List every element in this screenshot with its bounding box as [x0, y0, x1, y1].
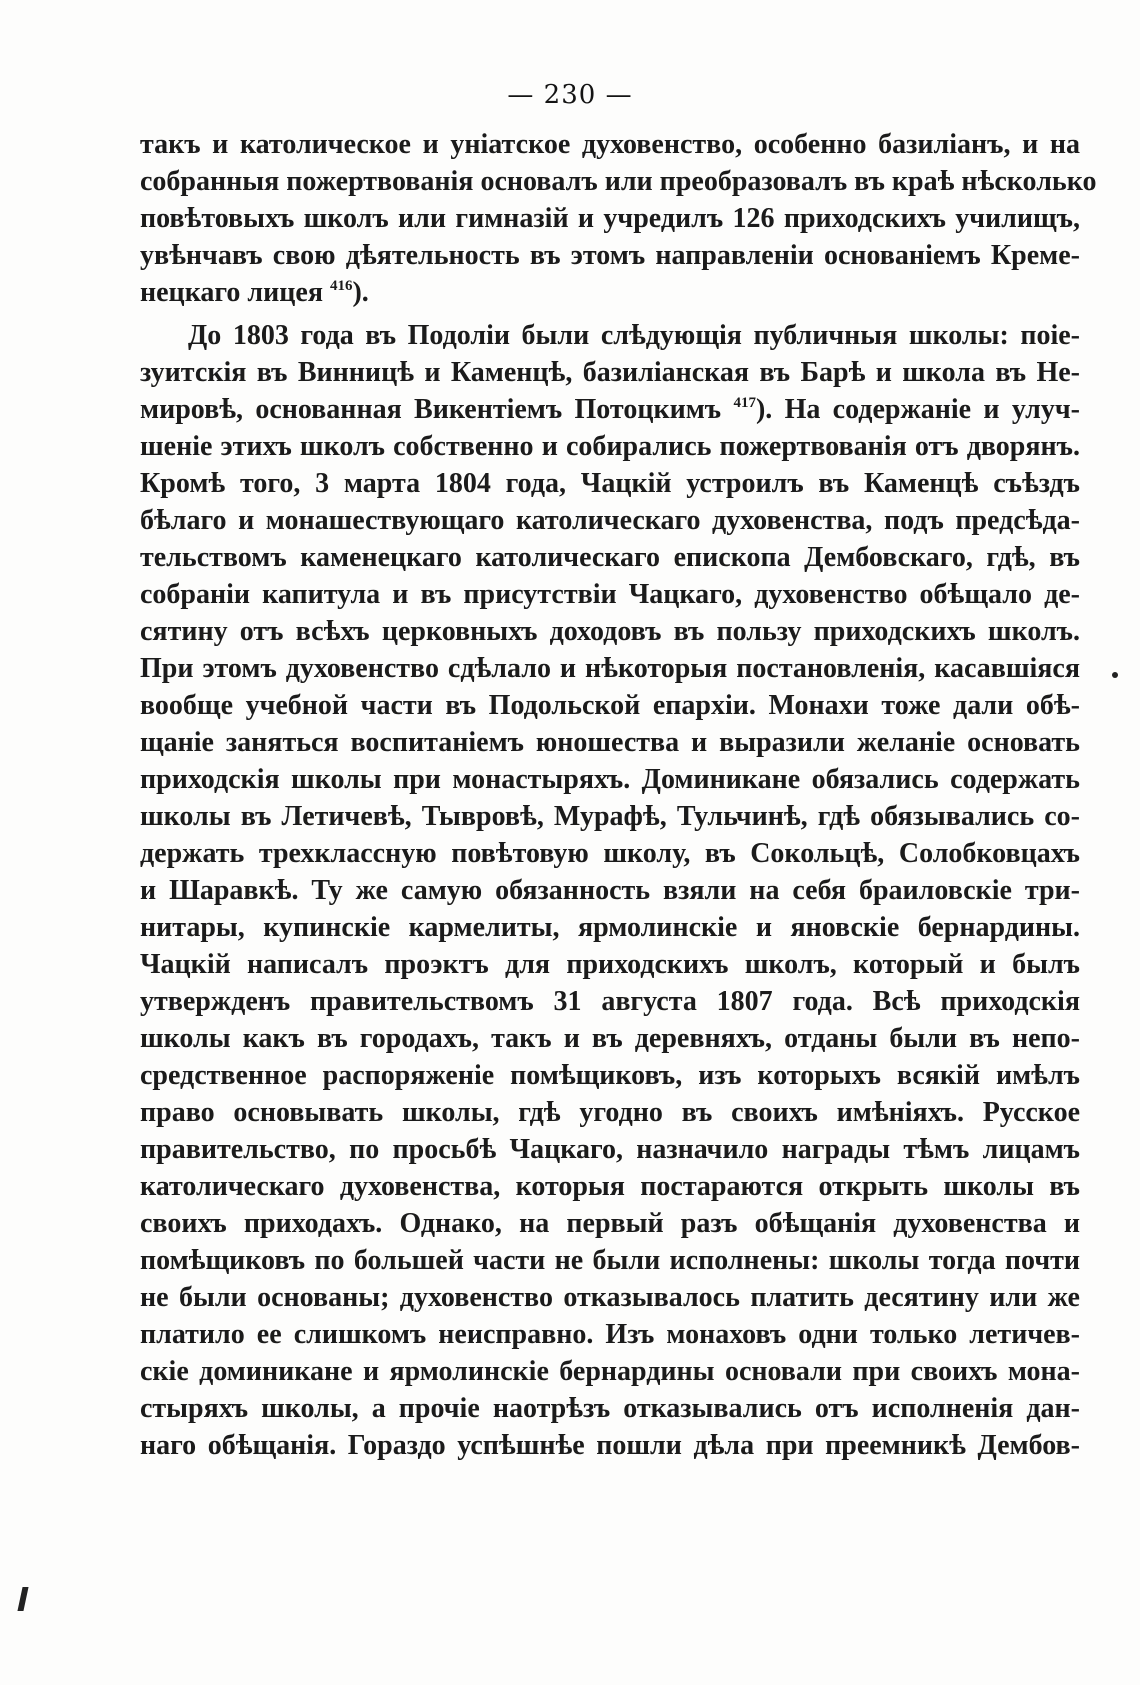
text-line: своихъ приходахъ. Однако, на первый разъ обѣщанія духовенства и	[140, 1208, 1080, 1239]
text-line: школы въ Летичевѣ, Тывровѣ, Мурафѣ, Тульчинѣ, гдѣ обязывались со-	[140, 801, 1080, 832]
scan-mark	[17, 1587, 28, 1611]
text-line: собранныя пожертвованія основалъ или преобразовалъ въ краѣ нѣсколько	[140, 166, 1097, 197]
text-line: платило ее слишкомъ неисправно. Изъ монаховъ одни только летичев-	[140, 1319, 1080, 1350]
text-line: щаніе заняться воспитаніемъ юношества и выразили желаніе основать	[140, 727, 1080, 758]
line-text: ).	[352, 277, 369, 308]
text-line: и Шаравкѣ. Ту же самую обязанность взяли на себя браиловскіе три-	[140, 875, 1080, 906]
footnote-ref-416: 416	[329, 278, 353, 294]
text-line: бѣлаго и монашествующаго католическаго духовенства, подъ предсѣда-	[140, 505, 1080, 536]
text-line: утвержденъ правительствомъ 31 августа 1807 года. Всѣ приходскія	[140, 986, 1080, 1017]
body-text	[140, 126, 1097, 1464]
text-line: вообще учебной части въ Подольской епархіи. Монахи тоже дали обѣ-	[140, 690, 1080, 721]
text-line: школы какъ въ городахъ, такъ и въ деревняхъ, отданы были въ непо-	[140, 1023, 1080, 1054]
text-line: Чацкій написалъ проэктъ для приходскихъ школъ, который и былъ	[140, 949, 1080, 980]
text-line: повѣтовыхъ школъ или гимназій и учредилъ 126 приходскихъ училищъ,	[140, 203, 1080, 234]
text-line	[140, 391, 1080, 428]
text-line: Кромѣ того, 3 марта 1804 года, Чацкій устроилъ въ Каменцѣ съѣздъ	[140, 468, 1080, 499]
text-line: помѣщиковъ по большей части не были исполнены: школы тогда почти	[140, 1245, 1080, 1276]
text-line: право основывать школы, гдѣ угодно въ своихъ имѣніяхъ. Русское	[140, 1097, 1080, 1128]
text-line: сятину отъ всѣхъ церковныхъ доходовъ въ пользу приходскихъ школъ.	[140, 616, 1080, 647]
text-line: не были основаны; духовенство отказывалось платить десятину или же	[140, 1282, 1080, 1313]
text-line: католическаго духовенства, которыя постараются открыть школы въ	[140, 1171, 1080, 1202]
text-line: зуитскія въ Винницѣ и Каменцѣ, базиліанская въ Барѣ и школа въ Не-	[140, 357, 1080, 388]
line-text: ). На содержаніе и улуч-	[755, 394, 1081, 425]
text-line: До 1803 года въ Подоліи были слѣдующія публичныя школы: поіе-	[188, 320, 1080, 351]
page-number: — 230 —	[507, 80, 633, 110]
text-line: шеніе этихъ школъ собственно и собирались пожертвованія отъ дворянъ.	[140, 431, 1080, 462]
line-text: нецкаго лицея	[140, 277, 323, 308]
text-line: стыряхъ школы, а прочіе наотрѣзъ отказывались отъ исполненія дан-	[140, 1393, 1080, 1424]
text-line: собраніи капитула и въ присутствіи Чацкаго, духовенство обѣщало де-	[140, 579, 1080, 610]
text-line: правительство, по просьбѣ Чацкаго, назначило награды тѣмъ лицамъ	[140, 1134, 1080, 1165]
line-text: мировѣ, основанная Викентіемъ Потоцкимъ	[140, 394, 722, 425]
text-line: приходскія школы при монастыряхъ. Доминикане обязались содержать	[140, 764, 1080, 795]
text-line: держать трехклассную повѣтовую школу, въ Сокольцѣ, Солобковцахъ	[140, 838, 1080, 869]
text-line: наго обѣщанія. Гораздо успѣшнѣе пошли дѣла при преемникѣ Дембов-	[140, 1430, 1080, 1461]
text-line: средственное распоряженіе помѣщиковъ, изъ которыхъ всякій имѣлъ	[140, 1060, 1080, 1091]
text-line: увѣнчавъ свою дѣятельность въ этомъ направленіи основаніемъ Креме-	[140, 240, 1080, 271]
text-line	[140, 274, 1080, 311]
text-line: нитары, купинскіе кармелиты, ярмолинскіе и яновскіе бернардины.	[140, 912, 1080, 943]
text-line: скіе доминикане и ярмолинскіе бернардины основали при своихъ мона-	[140, 1356, 1080, 1387]
footnote-ref-417: 417	[733, 395, 756, 411]
text-line: При этомъ духовенство сдѣлало и нѣкоторыя постановленія, касавшіяся	[140, 653, 1080, 684]
text-line: такъ и католическое и уніатское духовенство, особенно базиліанъ, и на	[140, 129, 1080, 160]
scan-speck	[1112, 672, 1118, 678]
text-line: тельствомъ каменецкаго католическаго епископа Дембовскаго, гдѣ, въ	[140, 542, 1080, 573]
